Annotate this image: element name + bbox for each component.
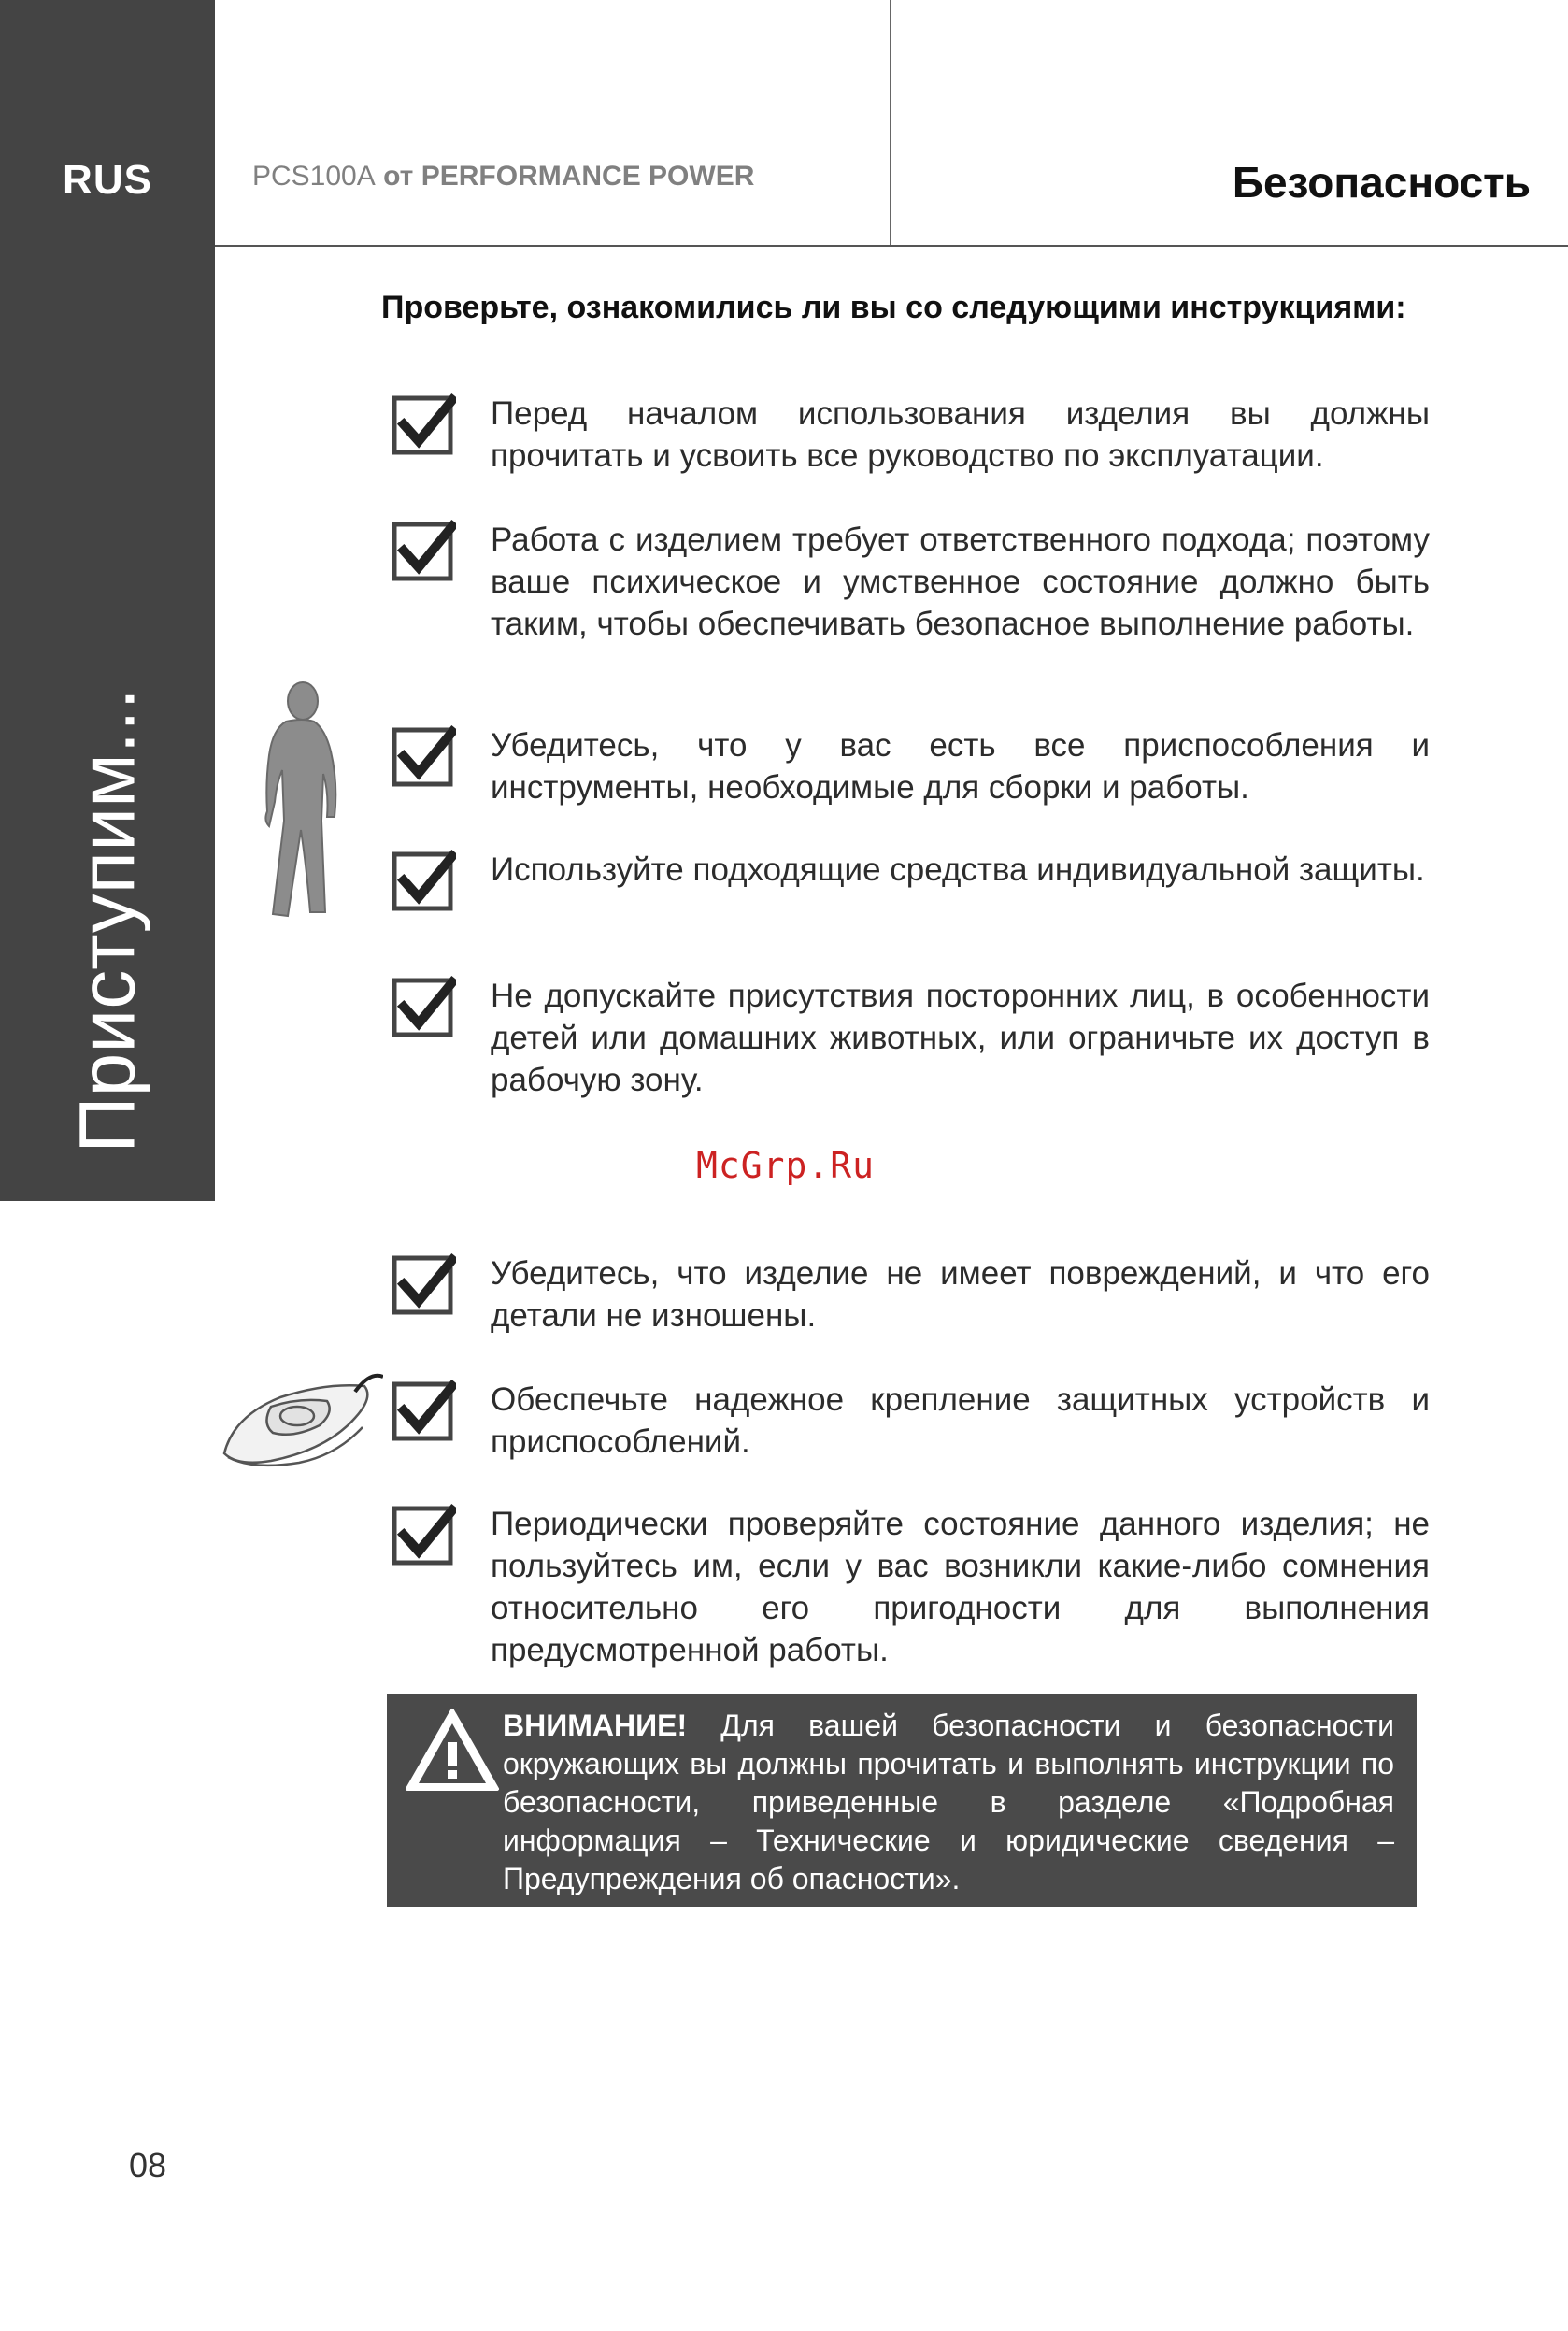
- product-brand: PERFORMANCE POWER: [421, 161, 755, 192]
- checklist-item-text: Используйте подходящие средства индивидуальной защиты.: [491, 851, 1425, 888]
- intro-heading: Проверьте, ознакомились ли вы со следующими инструкциями:: [381, 290, 1406, 325]
- checklist-item-text: Не допускайте присутствия посторонних лиц, в особенности детей или домашних животных, или ограничьте их доступ в рабочую зону.: [491, 978, 1430, 1098]
- person-illustration: [245, 680, 346, 925]
- checklist-item: [383, 1379, 1430, 1463]
- product-model: PCS100A: [252, 161, 376, 192]
- checklist-item: [383, 975, 1430, 1101]
- checklist-item: [383, 393, 1430, 477]
- language-label: RUS: [63, 157, 152, 203]
- checklist-item: [383, 1503, 1430, 1671]
- warning-body: Для вашей безопасности и безопасности окружающих вы должны прочитать и выполнять инструкции по безопасности, приведенные в разделе «Подробная информация – Технические и юридические сведения – Предупреждения об опасности».: [503, 1709, 1394, 1895]
- checklist-item-text: Периодически проверяйте состояние данного изделия; не пользуйтесь им, если у вас возникли какие-либо сомнения относительно его пригодности для выполнения предусмотренной работы.: [491, 1506, 1430, 1668]
- checklist-item-text: Убедитесь, что изделие не имеет повреждений, и что его детали не изношены.: [491, 1255, 1430, 1334]
- warning-box: [387, 1694, 1417, 1907]
- side-title: Приступим...: [63, 688, 151, 1153]
- checklist-item: [383, 724, 1430, 808]
- checkbox-checked-icon: [391, 724, 456, 790]
- warning-text: [503, 1707, 1394, 1898]
- header-divider: [890, 0, 891, 247]
- section-title: Безопасность: [1232, 158, 1531, 207]
- checklist-item-text: Убедитесь, что у вас есть все приспособления и инструменты, необходимые для сборки и работы.: [491, 727, 1430, 806]
- side-tab: [0, 0, 215, 1201]
- checkbox-checked-icon: [391, 519, 456, 584]
- sander-illustration: [215, 1360, 383, 1472]
- checklist-item: [383, 849, 1430, 891]
- checklist-item-text: Работа с изделием требует ответственного подхода; поэтому ваше психическое и умственное состояние должно быть таким, чтобы обеспечивать безопасное выполнение работы.: [491, 522, 1430, 642]
- checklist-item-text: Перед началом использования изделия вы должны прочитать и усвоить все руководство по эксплуатации.: [491, 395, 1430, 474]
- checklist-item-text: Обеспечьте надежное крепление защитных устройств и приспособлений.: [491, 1381, 1430, 1460]
- product-from: от: [375, 161, 421, 192]
- checkbox-checked-icon: [391, 975, 456, 1040]
- checkbox-checked-icon: [391, 1379, 456, 1444]
- checklist-item: [383, 519, 1430, 645]
- product-label: [252, 161, 754, 193]
- checkbox-checked-icon: [391, 1252, 456, 1318]
- header-rule: [215, 245, 1568, 247]
- checkbox-checked-icon: [391, 393, 456, 458]
- checkbox-checked-icon: [391, 849, 456, 914]
- checklist-item: [383, 1252, 1430, 1337]
- checkbox-checked-icon: [391, 1503, 456, 1568]
- warning-triangle-icon: [404, 1705, 501, 1795]
- page-number: 08: [129, 2146, 167, 2184]
- warning-lead: ВНИМАНИЕ!: [503, 1709, 688, 1742]
- watermark: McGrp.Ru: [696, 1145, 876, 1186]
